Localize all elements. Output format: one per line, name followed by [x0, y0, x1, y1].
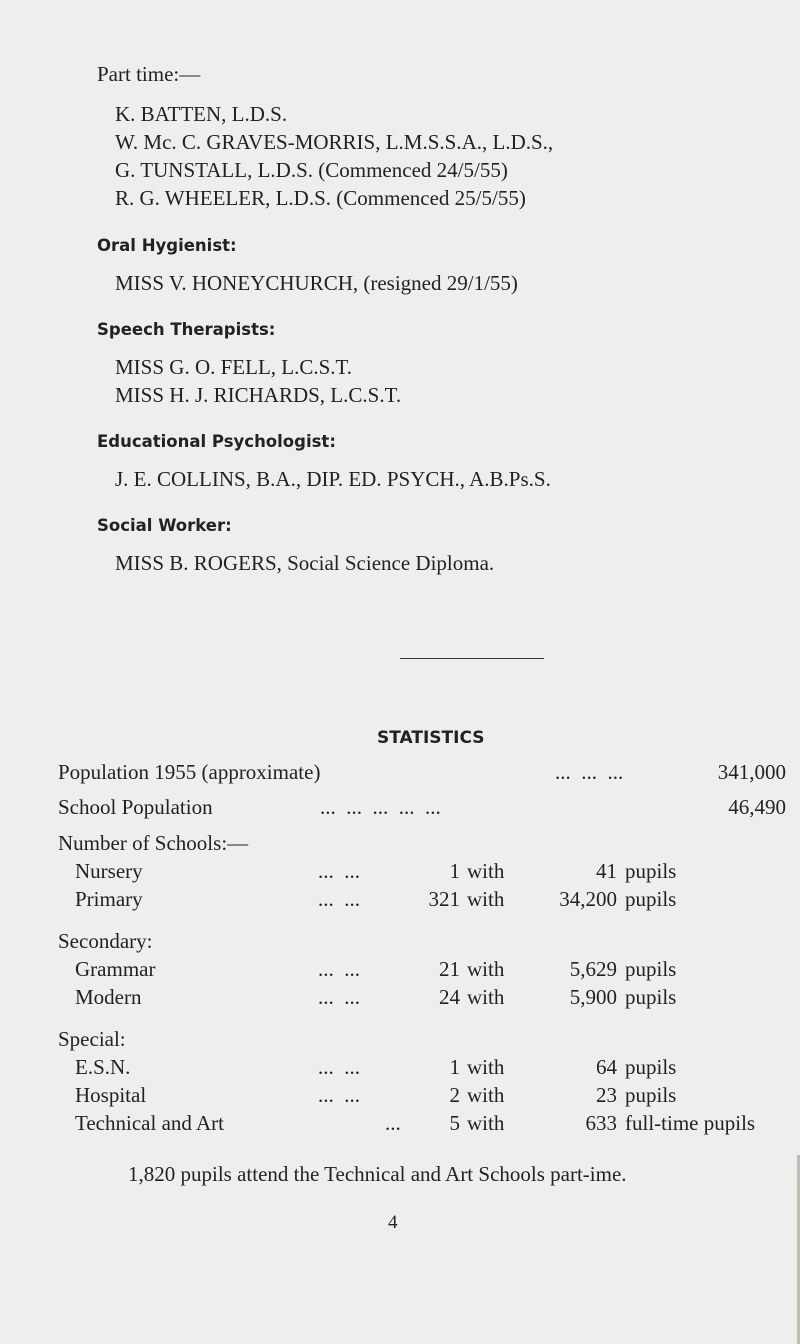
speech-therapists-heading: Speech Therapists: [97, 320, 276, 339]
leader-dots: ... ... [318, 957, 360, 981]
staff-name: J. E. COLLINS, B.A., DIP. ED. PSYCH., A.B.Ps.S. [115, 467, 551, 491]
with-word: with [467, 1083, 505, 1107]
school-count: 321 [428, 887, 460, 911]
school-type-label: Nursery [75, 859, 143, 883]
educational-psychologist-heading: Educational Psychologist: [97, 432, 336, 451]
school-type-label: Hospital [75, 1083, 147, 1107]
pupil-count: 41 [596, 859, 617, 883]
school-count: 1 [449, 859, 460, 883]
leader-dots: ... ... [318, 1083, 360, 1107]
pupils-unit: pupils [625, 859, 677, 883]
school-type-label: E.S.N. [75, 1055, 131, 1079]
part-time-heading: Part time:— [97, 62, 201, 86]
school-population-label: School Population [58, 795, 213, 819]
pupils-unit: pupils [625, 1083, 677, 1107]
leader-dots: ... ... [318, 985, 360, 1009]
school-count: 5 [449, 1111, 460, 1135]
pupil-count: 5,900 [569, 985, 617, 1009]
leader-dots: ... ... [318, 859, 360, 883]
school-population-dots: ... ... ... ... ... [320, 795, 441, 819]
leader-dots: ... ... [318, 1055, 360, 1079]
population-dots: ... ... ... [555, 760, 624, 784]
school-type-label: Technical and Art [75, 1111, 224, 1135]
section-divider [400, 658, 544, 659]
leader-dots: ... ... [318, 887, 360, 911]
social-worker-heading: Social Worker: [97, 516, 232, 535]
school-type-label: Grammar [75, 957, 156, 981]
staff-name: K. BATTEN, L.D.S. [115, 102, 288, 126]
footnote: 1,820 pupils attend the Technical and Art Schools part-ime. [128, 1162, 627, 1186]
pupil-count: 34,200 [559, 887, 617, 911]
staff-name: MISS V. HONEYCHURCH, (resigned 29/1/55) [115, 271, 518, 295]
oral-hygienist-heading: Oral Hygienist: [97, 236, 237, 255]
leader-dots: ... [385, 1111, 401, 1135]
staff-name: MISS H. J. RICHARDS, L.C.S.T. [115, 383, 402, 407]
pupil-count: 23 [596, 1083, 617, 1107]
pupil-count: 64 [596, 1055, 617, 1079]
school-type-label: Modern [75, 985, 142, 1009]
population-value: 341,000 [717, 760, 786, 784]
with-word: with [467, 1111, 505, 1135]
pupils-unit: pupils [625, 957, 677, 981]
staff-name: W. Mc. C. GRAVES-MORRIS, L.M.S.S.A., L.D.S., [115, 130, 554, 154]
pupils-unit: pupils [625, 985, 677, 1009]
with-word: with [467, 887, 505, 911]
staff-name: G. TUNSTALL, L.D.S. (Commenced 24/5/55) [115, 158, 508, 182]
special-label: Special: [58, 1027, 126, 1051]
staff-name: R. G. WHEELER, L.D.S. (Commenced 25/5/55) [115, 186, 526, 210]
statistics-title: STATISTICS [377, 728, 485, 748]
population-label: Population 1955 (approximate) [58, 760, 321, 784]
pupils-unit: full-time pupils [625, 1111, 756, 1135]
pupil-count: 5,629 [569, 957, 617, 981]
pupils-unit: pupils [625, 1055, 677, 1079]
school-count: 24 [439, 985, 460, 1009]
staff-name: MISS B. ROGERS, Social Science Diploma. [115, 551, 495, 575]
with-word: with [467, 957, 505, 981]
school-population-value: 46,490 [728, 795, 786, 819]
school-count: 2 [449, 1083, 460, 1107]
with-word: with [467, 1055, 505, 1079]
with-word: with [467, 859, 505, 883]
school-count: 1 [449, 1055, 460, 1079]
pupils-unit: pupils [625, 887, 677, 911]
staff-name: MISS G. O. FELL, L.C.S.T. [115, 355, 353, 379]
secondary-label: Secondary: [58, 929, 153, 953]
number-of-schools-label: Number of Schools:— [58, 831, 249, 855]
with-word: with [467, 985, 505, 1009]
school-count: 21 [439, 957, 460, 981]
school-type-label: Primary [75, 887, 143, 911]
page-number: 4 [388, 1212, 398, 1233]
pupil-count: 633 [585, 1111, 617, 1135]
